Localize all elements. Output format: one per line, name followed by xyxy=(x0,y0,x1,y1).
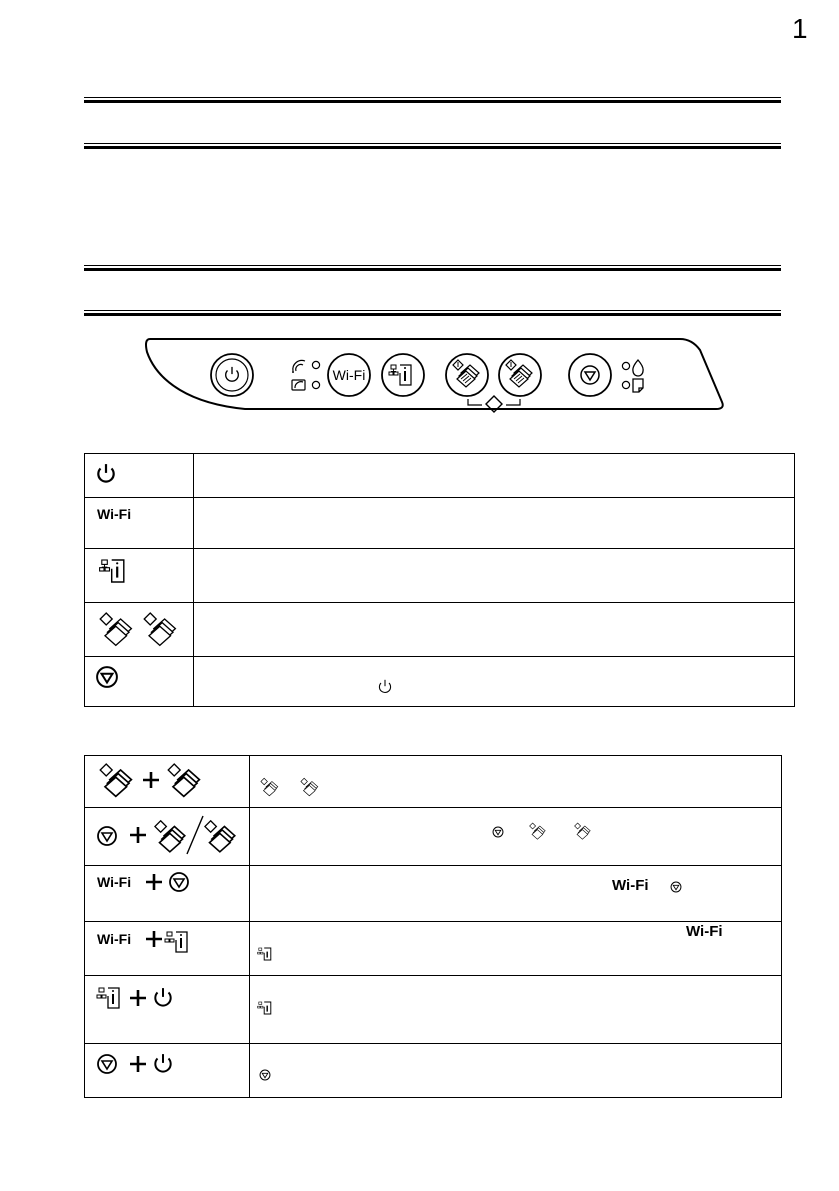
stop-button xyxy=(569,354,611,396)
paper-icon xyxy=(633,379,643,392)
inline-copy-icons xyxy=(250,756,770,802)
stop-plus-power-icon xyxy=(85,1044,249,1092)
control-panel-illustration xyxy=(0,0,839,440)
inline-wifi-label: Wi-Fi xyxy=(686,923,723,940)
network-status-icon xyxy=(85,549,145,597)
wifi-status-icon xyxy=(292,360,305,373)
plus-icon xyxy=(130,827,146,843)
inline-network-icon xyxy=(250,976,770,1038)
wifi-direct-led xyxy=(312,381,319,388)
table-row xyxy=(85,808,782,866)
copy-bracket xyxy=(468,399,520,405)
copy-description xyxy=(194,603,795,657)
inline-wifi-label: Wi-Fi xyxy=(612,877,649,894)
wifi-direct-status-icon xyxy=(292,380,305,390)
wifi-label: Wi-Fi xyxy=(97,931,132,947)
wifi-description xyxy=(194,498,795,549)
wifi-status-led xyxy=(312,361,319,368)
table-row xyxy=(85,1044,782,1098)
network-plus-power-icon xyxy=(85,976,249,1038)
buttons-table xyxy=(84,453,795,707)
inline-stop-icon xyxy=(250,866,770,916)
network-status-button xyxy=(382,354,424,396)
inline-stop-icon xyxy=(250,1044,770,1092)
plus-icon xyxy=(130,1056,146,1072)
plus-icon xyxy=(143,772,159,788)
page-number: 1 xyxy=(792,13,808,44)
table-row xyxy=(85,922,782,976)
table-row xyxy=(85,603,795,657)
plus-icon xyxy=(146,874,162,890)
wifi-label: Wi-Fi xyxy=(97,506,132,522)
power-icon xyxy=(85,454,145,492)
plus-icon xyxy=(146,931,162,947)
mono-copy-button xyxy=(446,354,488,396)
wifi-button-label: Wi-Fi xyxy=(332,367,366,383)
table-row xyxy=(85,976,782,1044)
combos-table xyxy=(84,755,782,1098)
power-button xyxy=(211,354,253,396)
ink-led xyxy=(622,362,629,369)
inline-stop-copy-icons xyxy=(250,808,770,860)
table-row xyxy=(85,866,782,922)
table-row xyxy=(85,657,795,707)
wifi-label: Wi-Fi xyxy=(97,874,132,890)
copy-icons xyxy=(85,603,185,651)
power-description xyxy=(194,454,795,498)
stop-plus-copy-icon xyxy=(85,808,249,860)
table-row xyxy=(85,549,795,603)
table-row xyxy=(85,454,795,498)
plus-icon xyxy=(130,990,146,1006)
ink-icon xyxy=(633,360,643,376)
slash-divider xyxy=(187,816,203,854)
network-status-description xyxy=(194,549,795,603)
stop-description-inline-power-icon xyxy=(194,657,794,701)
table-row xyxy=(85,498,795,549)
mono-plus-color-copy-icon xyxy=(85,756,249,802)
color-copy-button xyxy=(499,354,541,396)
table-row xyxy=(85,756,782,808)
paper-led xyxy=(622,381,629,388)
stop-icon xyxy=(85,657,145,697)
